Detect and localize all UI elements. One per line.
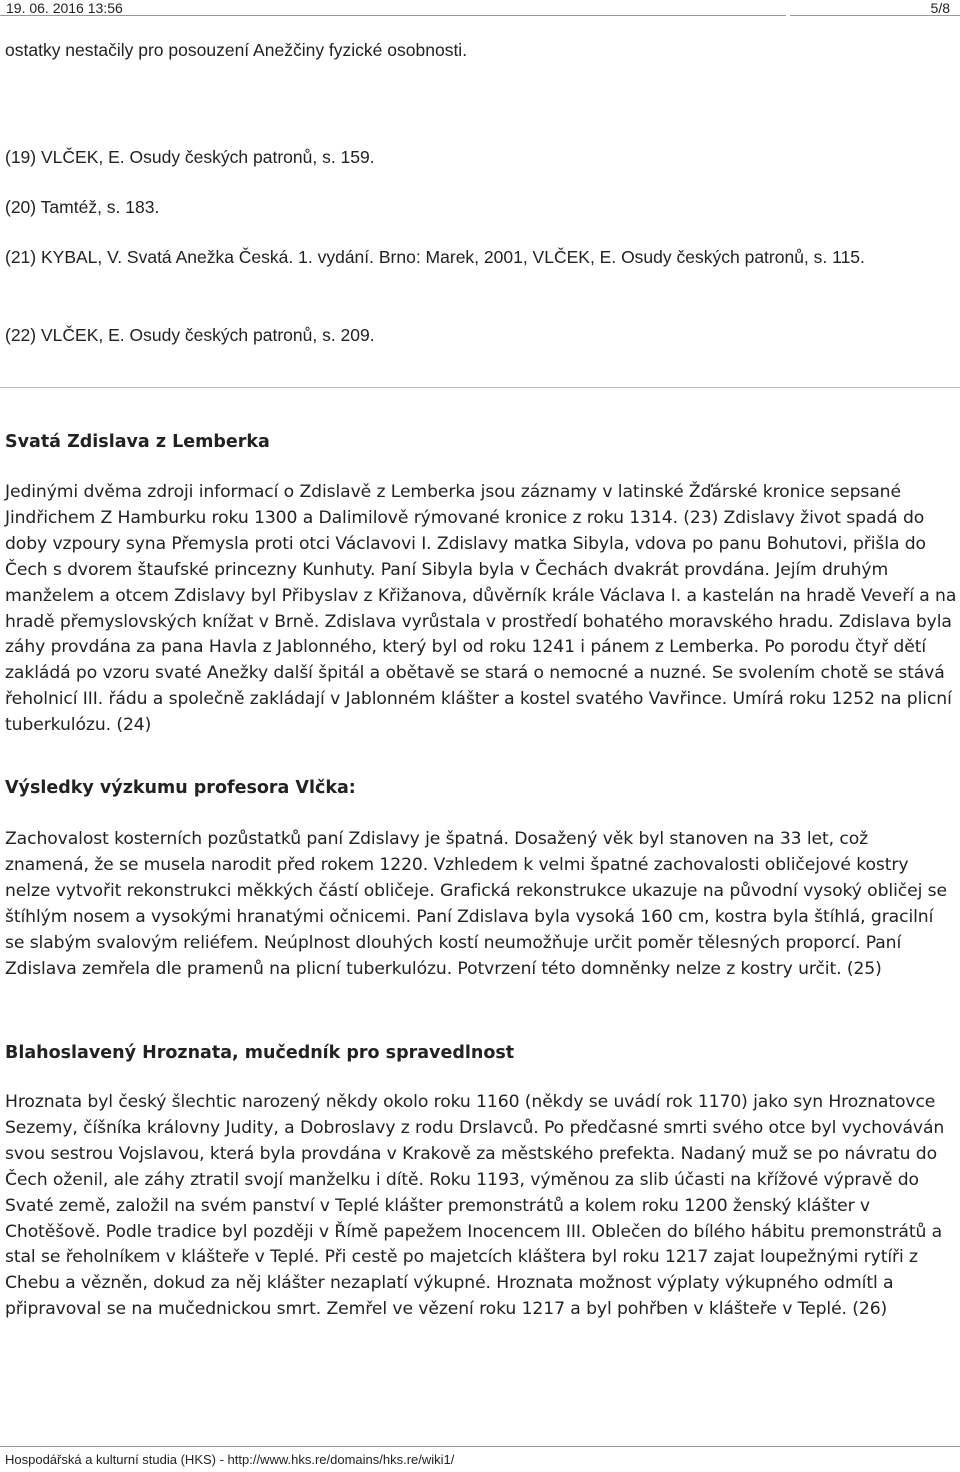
footnote-21: (21) KYBAL, V. Svatá Anežka Česká. 1. vydání. Brno: Marek, 2001, VLČEK, E. Osudy českých patronů, s. 115.: [5, 247, 865, 267]
header-rule: [0, 15, 786, 16]
footnote-22: (22) VLČEK, E. Osudy českých patronů, s. 209.: [5, 325, 375, 345]
header-rule-right: [790, 15, 960, 16]
page-number: 5/8: [930, 0, 950, 16]
section-heading-vlcek: Výsledky výzkumu profesora Vlčka:: [5, 778, 356, 798]
section-text-zdislava: Jedinými dvěma zdroji informací o Zdislavě z Lemberka jsou záznamy v latinské Žďárské kronice sepsané Jindřichem Z Hamburku roku 1300 a Dalimilově rýmované kronice z roku 1314. (23) Zdislavy život spadá do doby vzpoury syna Přemysla proti otci Václavovi I. Zdislavy matka Sibyla, vdova po panu Bohutovi, přišla do Čech s dvorem štaufské princezny Kunhuty. Paní Sibyla byla v Čechách dvakrát provdána. Jejím druhým manželem a otcem Zdislavy byl Přibyslav z Křižanova, důvěrník krále Václava I. a kastelán na hradě Veveří a na hradě přemyslovských knížat v Brně. Zdislava vyrůstala v prostředí bohatého moravského hradu. Zdislava byla záhy provdána za pana Havla z Jablonného, který byl od roku 1241 i pánem z Lemberka. Po porodu čtyř dětí zakládá po vzoru svaté Anežky další špitál a obětavě se stará o nemocné a nuzné. Se svolením chotě se stává řeholnicí III. řádu a společně zakládají v Jablonném klášter a kostel svatého Vavřince. Umírá roku 1252 na plicní tuberkulózu. (24): [5, 482, 957, 736]
intro-line: ostatky nestačily pro posouzení Anežčiny fyzické osobnosti.: [5, 40, 468, 60]
section-text-hroznata: Hroznata byl český šlechtic narozený někdy okolo roku 1160 (někdy se uvádí rok 1170) jako syn Hroznatovce Sezemy, číšníka královny Judity, a Dobroslavy z rodu Drslavců. Po předčasné smrti svého otce byl vychováván svou sestrou Vojslavou, která byla provdána v Krakově za městského prefekta. Nadaný muž se po návratu do Čech oženil, ale záhy ztratil svojí manželku i dítě. Roku 1193, výměnou za slib účasti na křížové výpravě do Svaté země, založil na svém panství v Teplé klášter premonstrátů a kolem roku 1200 ženský klášter v Chotěšově. Podle tradice byl později v Římě papežem Inocencem III. Oblečen do bílého hábitu premonstrátů a stal se řeholníkem v klášteře v Teplé. Při cestě po majetcích kláštera byl roku 1217 zajat loupežnými rytíři z Chebu a vězněn, dokud za něj klášter nezaplatí výkupné. Hroznata možnost výplaty výkupného odmítl a připravoval se na mučednickou smrt. Zemřel ve vězení roku 1217 a byl pohřben v klášteře v Teplé. (26): [5, 1092, 945, 1320]
print-header: [0, 0, 960, 18]
print-datetime: 19. 06. 2016 13:56: [6, 0, 123, 16]
footnote-19: (19) VLČEK, E. Osudy českých patronů, s. 159.: [5, 147, 375, 167]
section-heading-hroznata: Blahoslavený Hroznata, mučedník pro spravedlnost: [5, 1043, 515, 1063]
print-footer: Hospodářská a kulturní studia (HKS) - http://www.hks.re/domains/hks.re/wiki1/: [5, 1452, 455, 1467]
footnote-20: (20) Tamtéž, s. 183.: [5, 197, 160, 217]
section-heading-zdislava: Svatá Zdislava z Lemberka: [5, 432, 270, 452]
footer-rule: [0, 1446, 960, 1447]
section-divider: [0, 387, 960, 388]
section-text-vlcek: Zachovalost kosterních pozůstatků paní Zdislavy je špatná. Dosažený věk byl stanoven na 33 let, což znamená, že se musela narodit před rokem 1220. Vzhledem k velmi špatné zachovalosti obličejové kostry nelze vytvořit rekonstrukci měkkých částí obličeje. Grafická rekonstrukce ukazuje na původní vysoký obličej se štíhlým nosem a vysokými hranatými očnicemi. Paní Zdislava byla vysoká 160 cm, kostra byla štíhlá, gracilní se slabým svalovým reliéfem. Neúplnost dlouhých kostí neumožňuje určit poměr tělesných proporcí. Paní Zdislava zemřela dle pramenů na plicní tuberkulózu. Potvrzení této domněnky nelze z kostry určit. (25): [5, 829, 947, 979]
